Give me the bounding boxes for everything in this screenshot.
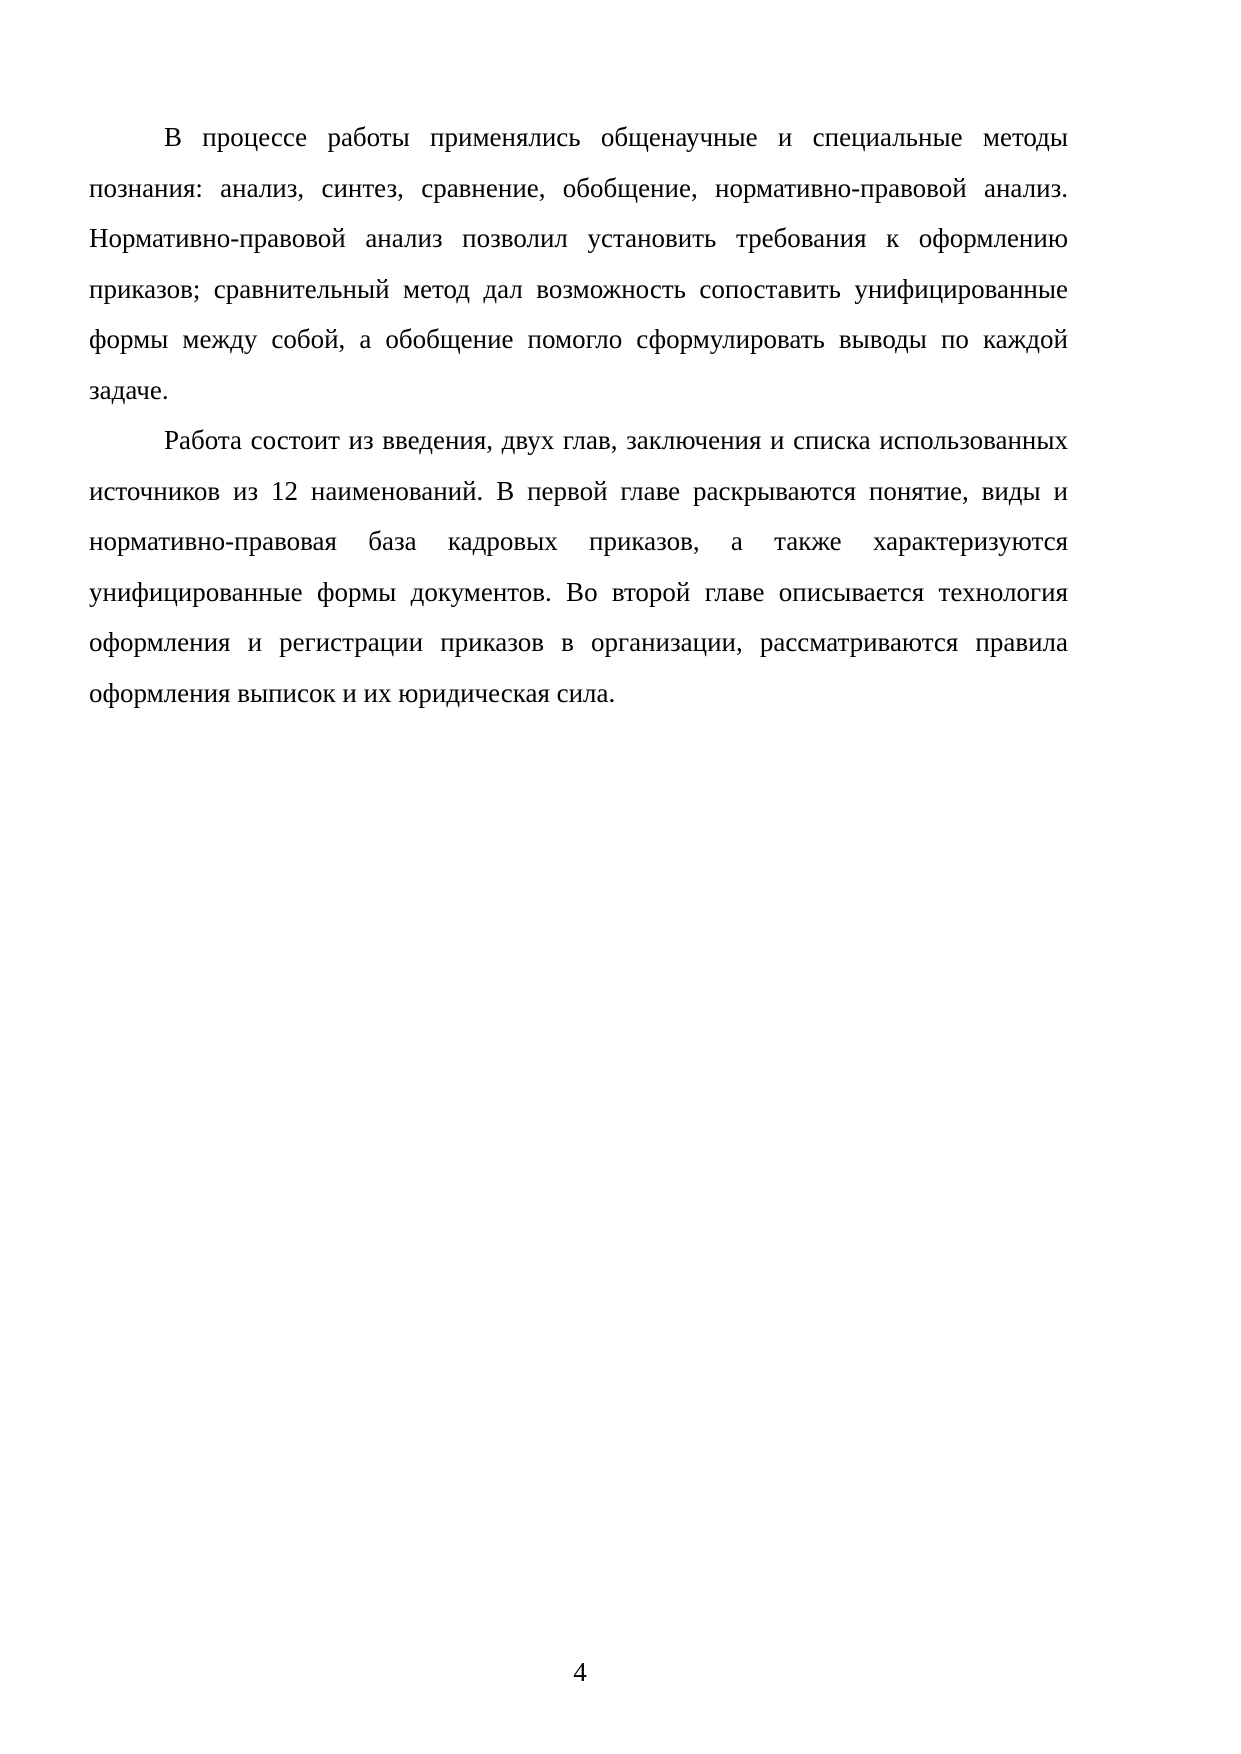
paragraph-structure: Работа состоит из введения, двух глав, заключения и списка использованных источников из 12 наименований. В первой главе раскрываются понятие, виды и нормативно-правовая база кадровых приказов, а также характеризуются унифицированные формы документов. Во второй главе описывается технология оформления и регистрации приказов в организации, рассматриваются правила оформления выписок и их юридическая сила. bbox=[89, 425, 1068, 708]
paragraph-methods: В процессе работы применялись общенаучные и специальные методы познания: анализ, синтез, сравнение, обобщение, нормативно-правовой анализ. Нормативно-правовой анализ позволил установить требования к оформлению приказов; сравнительный метод дал возможность сопоставить унифицированные формы между собой, а обобщение помогло сформулировать выводы по каждой задаче. bbox=[89, 122, 1068, 405]
page-number: 4 bbox=[573, 1657, 587, 1687]
body-text bbox=[89, 112, 1068, 718]
